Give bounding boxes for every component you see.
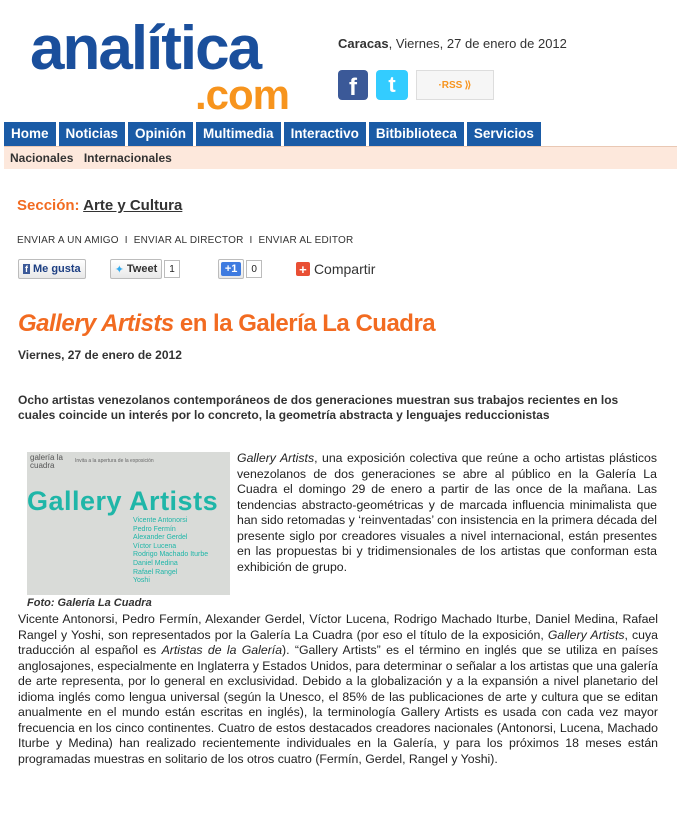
logo-main-text: analítica	[30, 14, 261, 83]
poster-name: Vicente Antonorsi	[133, 517, 188, 524]
poster-name: Yoshi	[133, 577, 150, 585]
sub-nav	[4, 146, 677, 169]
article-title	[18, 310, 435, 338]
facebook-icon[interactable]: f	[338, 70, 368, 100]
social-links	[338, 70, 494, 100]
tweet-bird-icon: ✦	[114, 263, 124, 276]
plusone-count: 0	[246, 260, 262, 278]
poster-name: Pedro Fermín	[133, 525, 176, 533]
article-date: Viernes, 27 de enero de 2012	[18, 348, 182, 362]
body-text-3: ). “Gallery Artists” es el término en inglés que se utiliza en países anglosajones, especialmente en Inglaterra y Estados Unidos, para determinar o señalar a los artistas que una galería de arte representa, por lo general en exclusividad. Debido a la globalización y a la expansión a nivel planetario del idioma inglés como lengua universal (según la Unesco, el 85% de las publicaciones de arte y cultura que se editan anualmente en el mundo están escritas en inglés), la terminología Gallery Artists es usada con cada vez mayor frecuencia en los cinco continentes. Cuatro de estos destacados creadores nacionales (Antonorsi, Lucena, Machado Iturbe y Medina) han realizado recientemente individuales en la Galería, y para los próximos 18 meses están programadas muestras en solitario de los otros cuatro (Fermín, Gerdel, Rangel y Yoshi).	[18, 643, 658, 766]
dateline	[338, 36, 567, 51]
logo-sub-text: .com	[195, 71, 290, 118]
tweet-label: Tweet	[126, 263, 158, 275]
plus-icon: +	[296, 262, 310, 276]
rss-label: ·RSS	[438, 79, 463, 91]
send-director-link[interactable]: ENVIAR AL DIRECTOR	[133, 235, 244, 246]
intro-emphasis: Gallery Artists	[237, 451, 315, 465]
title-emphasis: Gallery Artists	[18, 310, 174, 337]
nav-multimedia[interactable]: Multimedia	[196, 122, 281, 146]
send-friend-link[interactable]: ENVIAR A UN AMIGO	[17, 235, 119, 246]
section-link[interactable]: Arte y Cultura	[83, 197, 183, 214]
poster-name: Víctor Lucena	[133, 542, 177, 550]
body-text-2: , cuya traducción al español es	[18, 627, 658, 657]
plusone-button[interactable]	[218, 259, 245, 279]
subnav-nacionales[interactable]: Nacionales	[10, 151, 74, 165]
main-nav	[4, 122, 541, 146]
article-image[interactable]	[27, 452, 230, 595]
poster-name: Rafael Rangel	[133, 568, 178, 576]
body-text-1: Vicente Antonorsi, Pedro Fermín, Alexander Gerdel, Víctor Lucena, Rodrigo Machado Iturbe, Daniel Medina, Rafael Rangel y Yoshi, son representados por la Galería La Cuadra (por eso el título de la exposición,	[18, 612, 658, 642]
twitter-icon[interactable]: t	[376, 70, 408, 100]
poster-title: Gallery Artists	[27, 486, 219, 516]
compartir-button[interactable]	[296, 261, 375, 277]
body-emphasis-2: Artistas de la Galería	[161, 643, 283, 657]
poster-gallery-name: galería la cuadra	[30, 453, 63, 470]
intro-text: , una exposición colectiva que reúne a ocho artistas plásticos venezolanos de dos generaciones se abre al público en la Galería La Cuadra el domingo 29 de enero a partir de las once de la mañana. Las tendencias abstracto-geométricas y de marcada influencia minimalista que han sido retomadas y ‘reinventadas’ con insistencia en la primera década del presente siglo por creadores visuales a nivel internacional, están presentes en las propuestas bi y tridimensionales de los artistas que conforman esta exhibición de grupo.	[237, 451, 657, 574]
poster-tagline: Invita a la apertura de la exposición	[75, 458, 154, 464]
facebook-like-button[interactable]	[18, 259, 86, 279]
dateline-city: Caracas	[338, 36, 389, 51]
article-intro	[237, 451, 657, 575]
poster-names	[133, 517, 208, 586]
poster-name: Daniel Medina	[133, 559, 178, 567]
article-actions	[17, 235, 353, 246]
nav-home[interactable]: Home	[4, 122, 56, 146]
separator: I	[249, 235, 253, 246]
site-logo[interactable]	[30, 14, 300, 118]
plusone-label: +1	[221, 262, 242, 276]
section-heading	[17, 197, 182, 214]
image-caption: Foto: Galería La Cuadra	[27, 597, 152, 609]
like-label: Me gusta	[33, 263, 81, 275]
poster-name: Alexander Gerdel	[133, 534, 188, 542]
nav-noticias[interactable]: Noticias	[59, 122, 126, 146]
article-body	[18, 612, 658, 767]
nav-opinion[interactable]: Opinión	[128, 122, 193, 146]
tweet-count: 1	[164, 260, 180, 278]
section-label: Sección:	[17, 197, 80, 214]
nav-servicios[interactable]: Servicios	[467, 122, 541, 146]
tweet-button[interactable]	[110, 259, 163, 279]
compartir-label: Compartir	[313, 261, 376, 277]
body-emphasis-1: Gallery Artists	[547, 627, 625, 642]
nav-bitbiblioteca[interactable]: Bitbiblioteca	[369, 122, 464, 146]
poster-name: Rodrigo Machado Iturbe	[133, 551, 209, 559]
article-lead: Ocho artistas venezolanos contemporáneos de dos generaciones muestran sus trabajos recientes en los cuales coincide un interés por lo concreto, la geometría abstracta y lenguajes reduccionistas	[18, 393, 619, 422]
subnav-internacionales[interactable]: Internacionales	[83, 151, 172, 165]
rss-button[interactable]	[416, 70, 494, 100]
send-editor-link[interactable]: ENVIAR AL EDITOR	[258, 235, 354, 246]
like-icon: f	[25, 264, 28, 274]
separator: I	[124, 235, 128, 246]
dateline-date: , Viernes, 27 de enero de 2012	[388, 36, 567, 51]
nav-interactivo[interactable]: Interactivo	[284, 122, 366, 146]
share-bar	[18, 258, 375, 280]
title-rest: en la Galería La Cuadra	[173, 310, 436, 337]
rss-icon: ⟫	[464, 79, 472, 91]
